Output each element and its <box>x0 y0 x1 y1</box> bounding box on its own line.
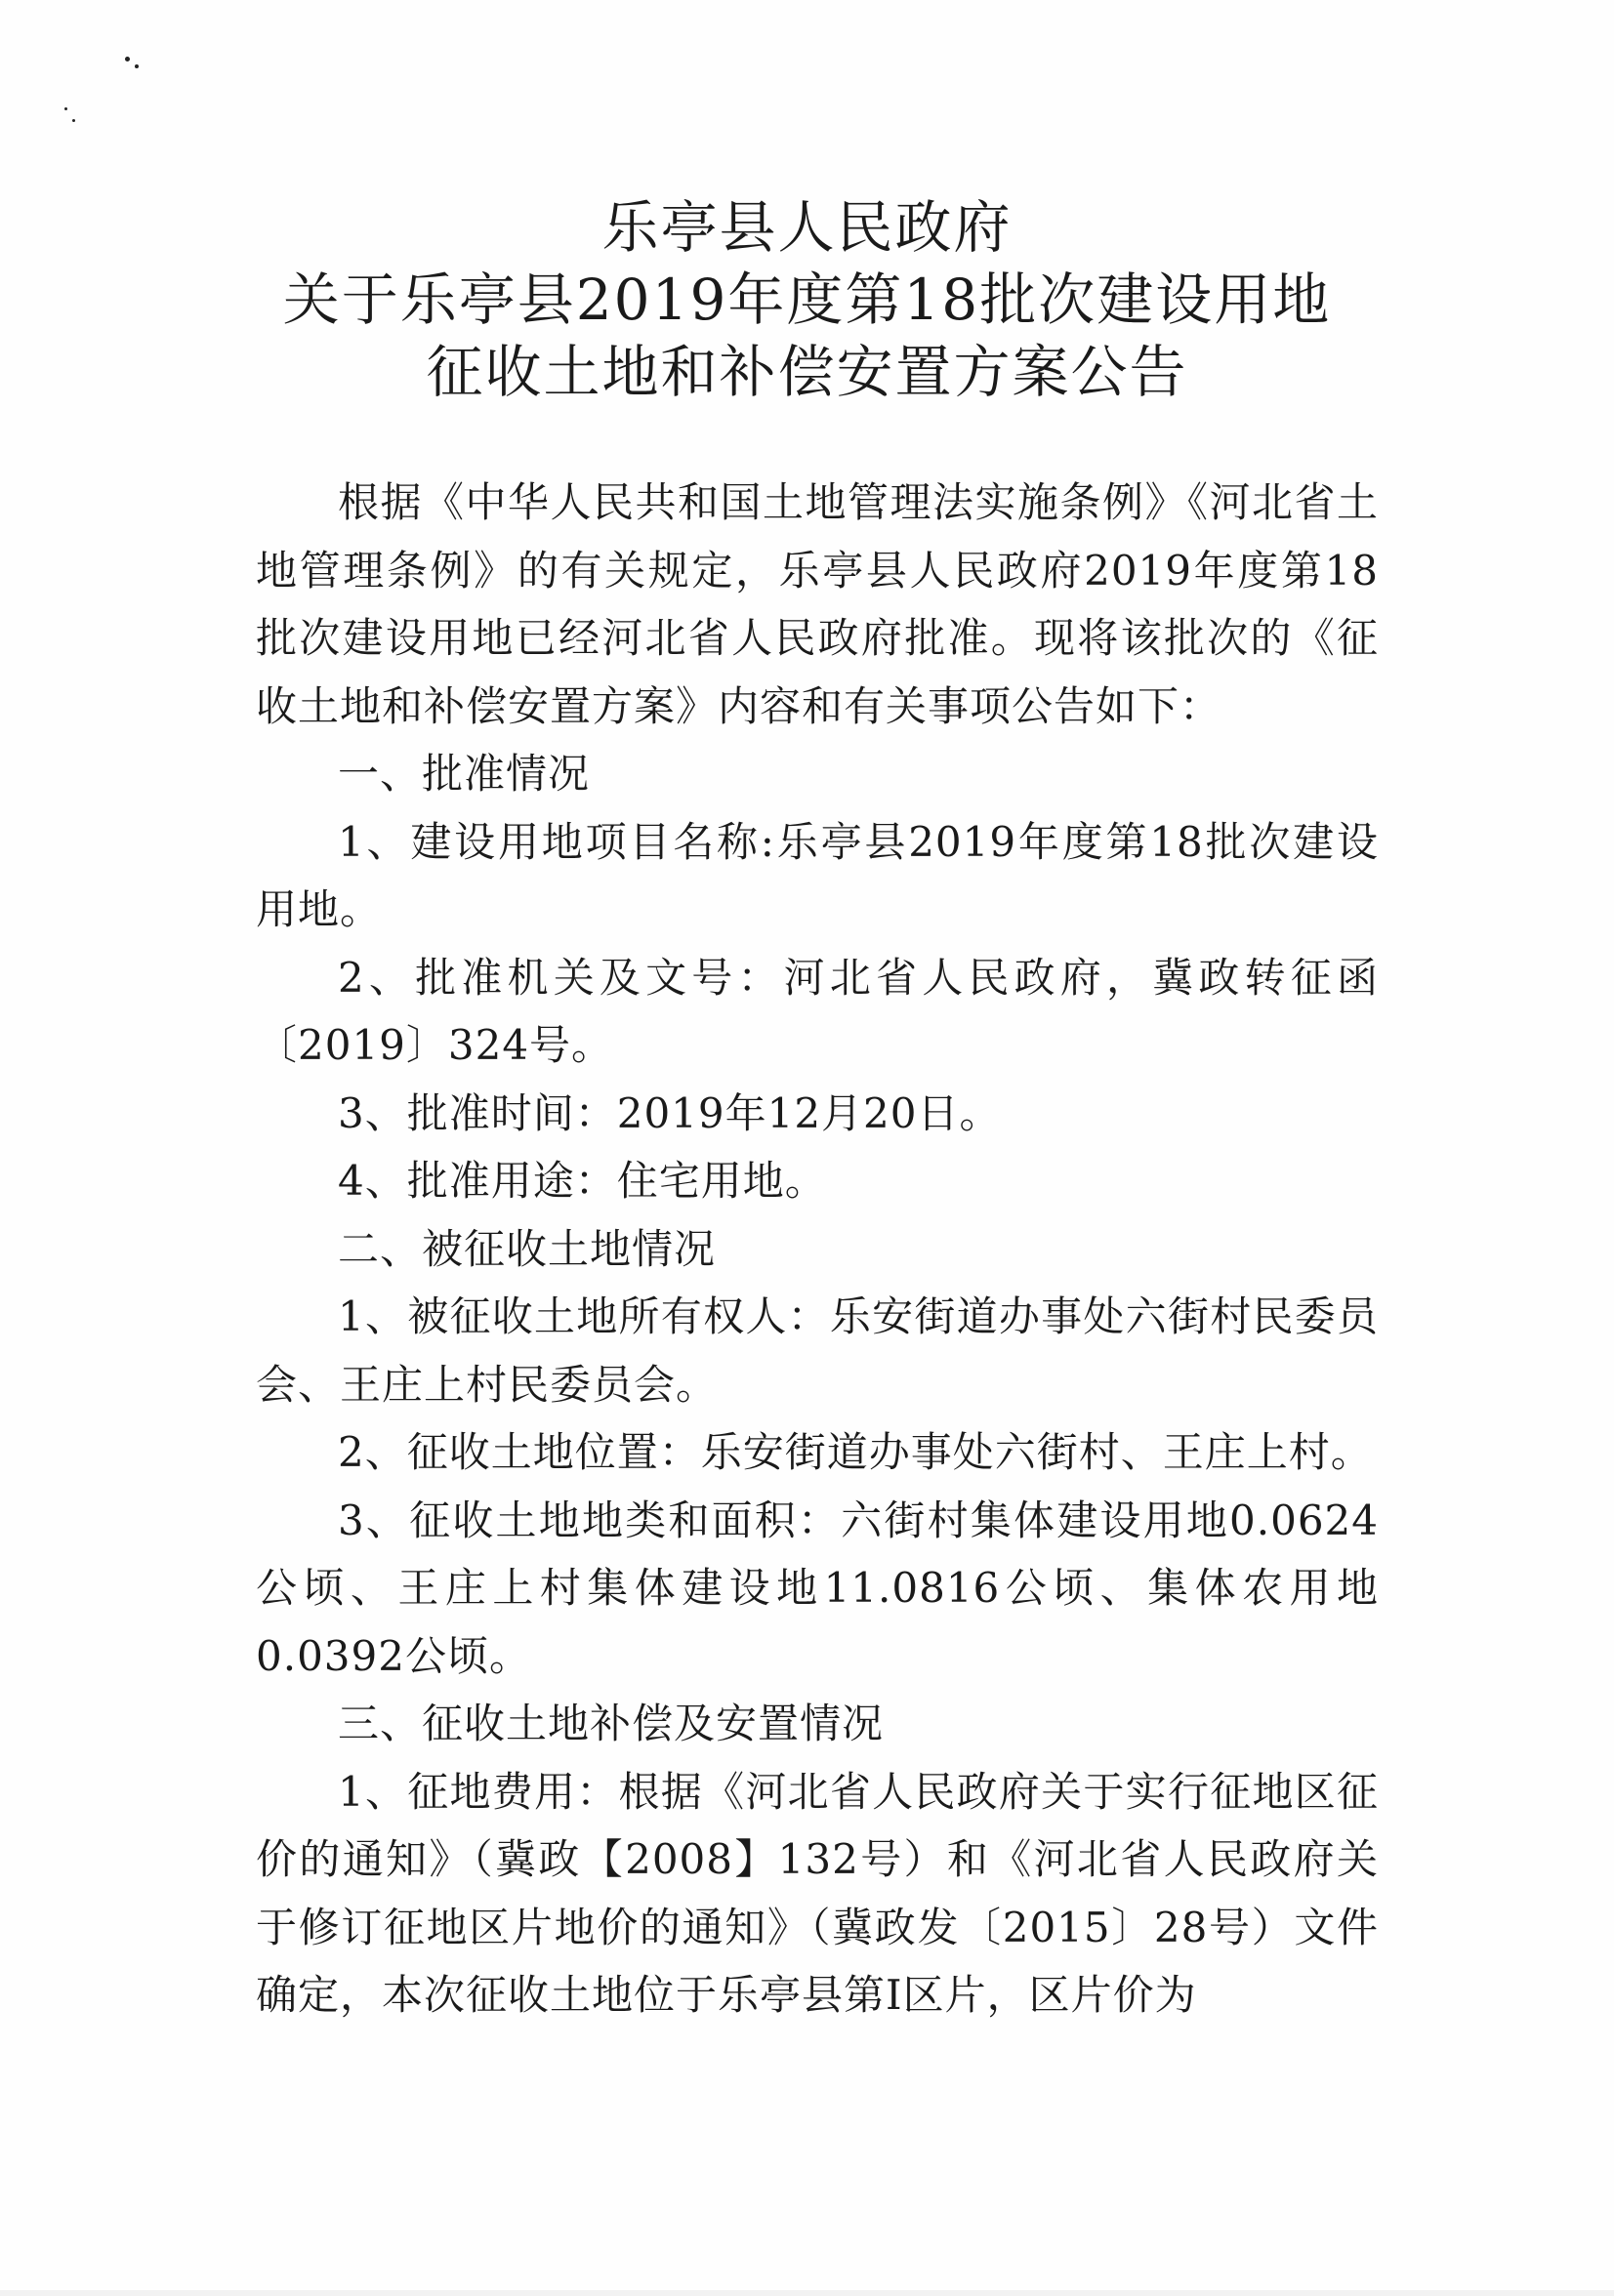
scan-speck <box>135 64 139 68</box>
scan-speck <box>64 107 67 110</box>
section-heading-compensation: 三、征收土地补偿及安置情况 <box>338 1700 885 1747</box>
compensation-item-fee: 1、征地费用：根据《河北省人民政府关于实行征地区征价的通知》（冀政【2008】132号）和《河北省人民政府关于修订征地区片地价的通知》（冀政发〔2015〕28号）文件确定，本次征收土地位于乐亭县第Ⅰ区片，区片价为 <box>256 1767 1379 2019</box>
section-heading-approval: 一、批准情况 <box>338 750 591 798</box>
document-body <box>256 469 1379 2030</box>
approval-item-purpose: 4、批准用途：住宅用地。 <box>338 1157 827 1205</box>
title-line-3: 征收土地和补偿安置方案公告 <box>426 339 1188 405</box>
approval-item-project-name: 1、建设用地项目名称:乐亭县2019年度第18批次建设用地。 <box>256 817 1379 933</box>
scan-speck <box>72 119 75 122</box>
approval-item-date: 3、批准时间：2019年12月20日。 <box>338 1088 1002 1137</box>
title-line-1: 乐亭县人民政府 <box>601 194 1013 261</box>
land-item-area: 3、征收土地地类和面积：六街村集体建设用地0.0624公顷、王庄上村集体建设地11.0816公顷、集体农用地0.0392公顷。 <box>256 1496 1379 1680</box>
page-bottom-edge <box>0 2290 1614 2296</box>
section-heading-land: 二、被征收土地情况 <box>338 1224 717 1273</box>
intro-paragraph: 根据《中华人民共和国土地管理法实施条例》《河北省土地管理条例》的有关规定，乐亭县人民政府2019年度第18批次建设用地已经河北省人民政府批准。现将该批次的《征收土地和补偿安置方案》内容和有关事项公告如下： <box>256 478 1379 730</box>
land-item-owner: 1、被征收土地所有权人：乐安街道办事处六街村民委员会、王庄上村民委员会。 <box>256 1292 1379 1409</box>
title-line-2: 关于乐亭县2019年度第18批次建设用地 <box>282 266 1332 333</box>
scan-speck <box>125 57 130 62</box>
approval-item-authority: 2、批准机关及文号：河北省人民政府，冀政转征函〔2019〕324号。 <box>256 953 1379 1069</box>
land-item-location: 2、征收土地位置：乐安街道办事处六街村、王庄上村。 <box>338 1428 1373 1476</box>
document-title <box>0 191 1614 408</box>
